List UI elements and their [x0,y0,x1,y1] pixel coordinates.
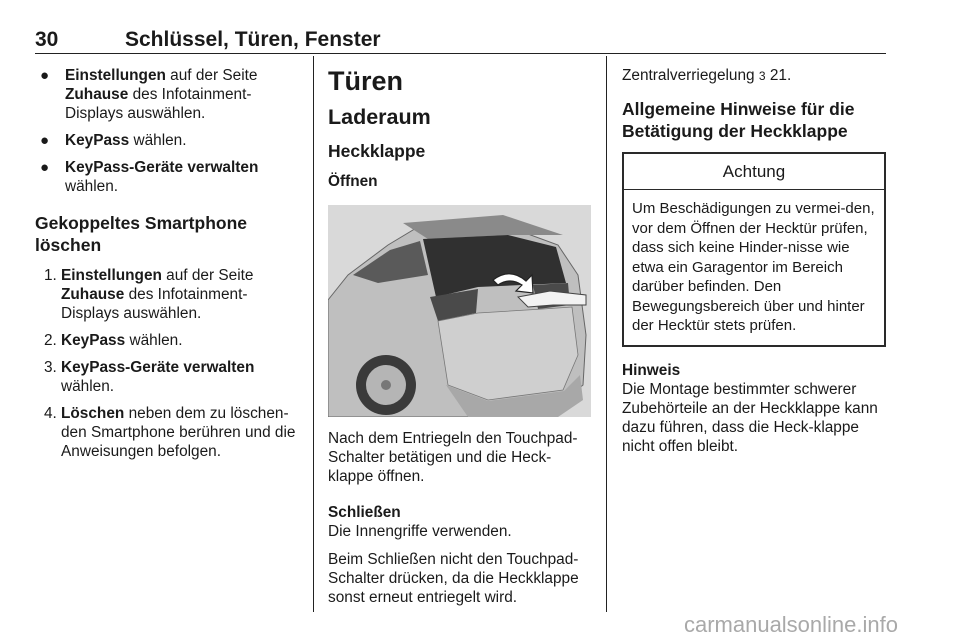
watermark: carmanualsonline.info [683,612,898,637]
bold-term: KeyPass-Geräte verwalten [61,359,255,376]
topic-heading: Öffnen [328,173,378,190]
bold-term: Zuhause [65,86,129,103]
note-title: Hinweis [622,361,681,379]
page-number: 30 [35,28,59,51]
bullet-list [35,66,297,196]
list-item [35,358,297,396]
tailgate-illustration [328,205,591,417]
bold-term: Einstellungen [65,67,166,84]
reference-arrow-icon: 3 [758,69,766,83]
column-right [622,66,886,465]
bold-term: Einstellungen [61,267,162,284]
text: neben dem zu löschen-den Smartphone berühren und die Anweisungen befolgen. [61,405,296,460]
chapter-heading: Türen [328,66,404,96]
bold-term: KeyPass [61,332,126,349]
list-item [35,131,297,150]
page-title: Schlüssel, Türen, Fenster [125,28,381,51]
cross-reference[interactable] [622,66,886,86]
section-heading: Laderaum [328,105,431,129]
column-left [35,66,297,469]
list-item [35,66,297,123]
bullet-icon: ● [40,159,50,176]
list-item [35,331,297,350]
bold-term: KeyPass [65,132,130,149]
text: des Infotainment-Displays auswählen. [61,286,248,322]
list-item [35,404,297,461]
topic-heading: Schließen [328,504,401,521]
paragraph: Nach dem Entriegeln den Touchpad-Schalter betätigen und die Heck-klappe öffnen. [328,430,578,485]
list-item [35,266,297,323]
text: des Infotainment-Displays auswählen. [65,86,252,122]
bullet-icon: ● [40,132,50,149]
note-text: Die Montage bestimmter schwerer Zubehörteile an der Heckklappe kann dazu führen, dass die Heck-klappe nicht offen bleibt. [622,380,878,455]
column-divider-1 [313,56,314,612]
section-heading: Allgemeine Hinweise für die Betätigung der Heckklappe [622,99,855,141]
bold-term: Zuhause [61,286,125,303]
steps-list [35,266,297,461]
car-rear-icon [328,205,591,417]
bold-term: KeyPass-Geräte verwalten [65,159,259,176]
step-number: 2. [44,332,57,349]
paragraph: Beim Schließen nicht den Touchpad-Schalter drücken, da die Heckklappe sonst erneut entriegelt wird. [328,551,579,606]
reference-page: 21. [769,67,792,84]
text: wählen. [65,178,119,195]
text: auf der Seite [161,267,254,284]
step-number: 4. [44,405,57,422]
warning-box [622,152,886,347]
list-item [35,158,297,196]
warning-text: Um Beschädigungen zu vermei-den, vor dem Öffnen der Hecktür prüfen, dass sich keine Hinder-nisse wie etwa ein Garagentor im Bereich darüber befinden. Den Bewegungsbereich über und hinter der Hecktür stets prüfen. [632,200,875,334]
section-heading: Gekoppeltes Smartphone löschen [35,213,247,255]
subsection-heading: Heckklappe [328,141,426,161]
column-divider-2 [606,56,607,612]
page-header [35,28,886,54]
warning-title: Achtung [624,154,884,190]
text: wählen. [61,378,115,395]
reference-text: Zentralverriegelung [622,67,755,84]
bold-term: Löschen [61,405,125,422]
text: wählen. [125,332,183,349]
step-number: 1. [44,267,57,284]
text: auf der Seite [165,67,258,84]
bullet-icon: ● [40,67,50,84]
column-middle [328,66,591,616]
paragraph: Die Innengriffe verwenden. [328,523,512,540]
text: wählen. [129,132,187,149]
step-number: 3. [44,359,57,376]
header-rule [35,53,886,54]
